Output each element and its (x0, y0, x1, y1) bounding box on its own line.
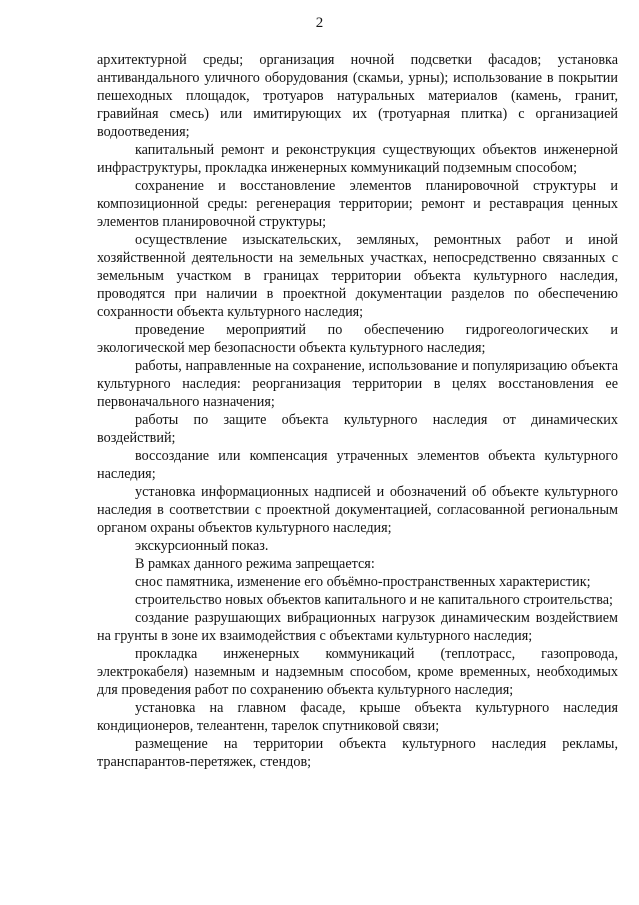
paragraph: капитальный ремонт и реконструкция существующих объектов инженерной инфраструктуры, прокладка инженерных коммуникаций подземным способом; (97, 142, 618, 176)
paragraph: установка информационных надписей и обозначений об объекте культурного наследия в соответствии с проектной документацией, согласованной региональным органом охраны объектов культурного наследия; (97, 484, 618, 536)
paragraph: экскурсионный показ. (135, 538, 269, 554)
paragraph: проведение мероприятий по обеспечению гидрогеологических и экологической мер безопасности объекта культурного наследия; (97, 322, 618, 356)
page-number: 2 (315, 15, 324, 31)
paragraph: работы по защите объекта культурного наследия от динамических воздействий; (97, 412, 618, 446)
paragraph: размещение на территории объекта культурного наследия рекламы, транспарантов-перетяжек, стендов; (97, 736, 618, 770)
paragraph: архитектурной среды; организация ночной подсветки фасадов; установка антивандального уличного оборудования (скамьи, урны); использование в покрытии пешеходных площадок, тротуаров натуральных материалов (камень, гранит, гравийная смесь) или имитирующих их (тротуарная плитка) с организацией водоотведения; (97, 52, 618, 140)
paragraph: снос памятника, изменение его объёмно-пространственных характеристик; (135, 574, 591, 590)
document-body (97, 51, 618, 771)
paragraph: прокладка инженерных коммуникаций (теплотрасс, газопровода, электрокабеля) наземным и надземным способом, кроме временных, необходимых для проведения работ по сохранению объекта культурного наследия; (97, 646, 618, 698)
paragraph: создание разрушающих вибрационных нагрузок динамическим воздействием на грунты в зоне их взаимодействия с объектами культурного наследия; (97, 610, 618, 644)
paragraph: установка на главном фасаде, крыше объекта культурного наследия кондиционеров, телеантенн, тарелок спутниковой связи; (97, 700, 618, 734)
paragraph: осуществление изыскательских, земляных, ремонтных работ и иной хозяйственной деятельности на земельных участках, непосредственно связанных с земельным участком в границах территории объекта культурного наследия, проводятся при наличии в проектной документации разделов по обеспечению сохранности объекта культурного наследия; (97, 232, 618, 320)
paragraph: воссоздание или компенсация утраченных элементов объекта культурного наследия; (97, 448, 618, 482)
paragraph: строительство новых объектов капитального и не капитального строительства; (135, 592, 613, 608)
paragraph: работы, направленные на сохранение, использование и популяризацию объекта культурного наследия: реорганизация территории в целях восстановления ее первоначального назначения; (97, 358, 618, 410)
paragraph: сохранение и восстановление элементов планировочной структуры и композиционной среды: регенерация территории; ремонт и реставрация ценных элементов планировочной структуры; (97, 178, 618, 230)
section-heading: В рамках данного режима запрещается: (135, 556, 375, 572)
